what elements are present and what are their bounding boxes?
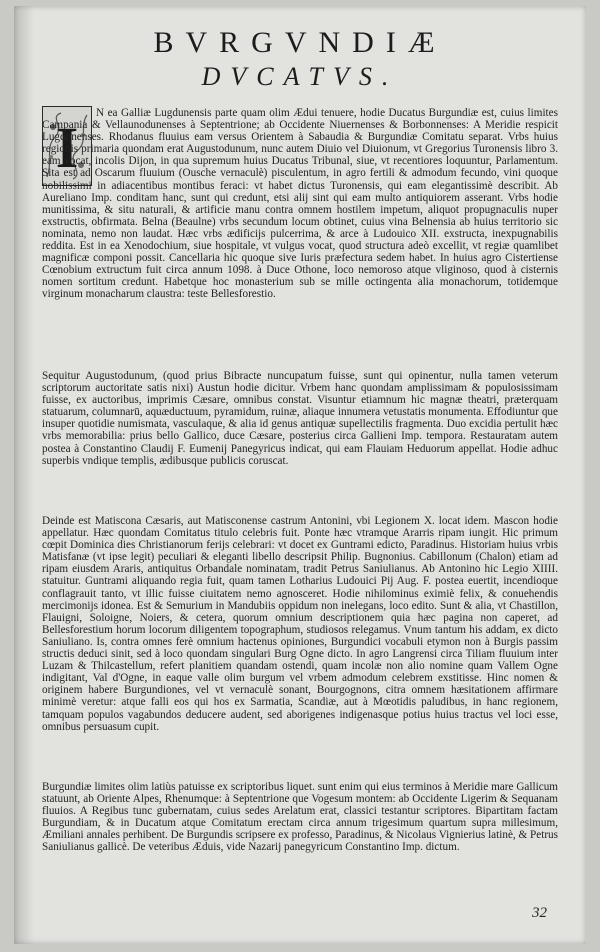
page-title-line-1: BVRGVNDIÆ xyxy=(153,26,447,59)
document-page xyxy=(14,6,586,944)
page-title-line-2: DVCATVS. xyxy=(201,62,399,91)
paragraph-4: Burgundiæ limites olim latiùs patuisse ex scriptoribus liquet. sunt enim qui eius terminos à Meridie mare Gallicum statuunt, ab Oriente Alpes, Rhenumque: à Septentrione que Vogesum montem: ab Occidente Ligerim & Sequanam fluuios. A Regibus tunc gubernatam, cuius sedes Arelatum erat, classici testantur scriptores. Bipartitam factam Burgundiam, & in Ducatum atque Comitatum erectam circa annum trigesimum quartum supra millesimum, Æmiliani annales perhibent. De Burgundis scripsere ex professo, Paradinus, & Nicolaus Vignierius latinè, & Petrus Saniulianus gallicè. De veteribus Æduis, vide Nazarij panegyricum Constantino Imp. dictum. xyxy=(42,781,558,854)
paragraph-3: Deinde est Matiscona Cæsaris, aut Matisconense castrum Antonini, vbi Legionem X. locat idem. Mascon hodie appellatur. Hæc quondam Comitatus titulo celebris fuit. Ponte hæc vtramque Ararris ripam iungit. Hic primum cœpit Dominica dies Christianorum ferijs celebrari: vt docet ex Guntrami edicto, Paradinus. Historiam huius vrbis Matisfanæ (vt ipse legit) peculiari & eleganti libello descripsit Philip. Bugnonius. Cabillonum (Chalon) etiam ad ripam eiusdem Araris, antiquitus Orbandale nominatam, tradit Petrus Saniulianus. Ab Antonino hic Legio XIIII. statuitur. Guntrami aliquando regia fuit, quam tamen Lotharius Ludouici Pij Aug. F. postea euertit, incendioque conflagrauit tanto, vt illic fuisse ciuitatem nemo agnosceret. Hodie nihilominus eximiè felix, & conuehendis mercimonijs idonea. Est & Semurium in Mandubiis oppidum non inelegans, loco edito. Sunt & alia, vt Chastillon, Flauigni, Soloigne, Noiers, & cetera, quorum omnium descriptionem quia hæc pagina non caperet, ad Bellesforestium horum locorum diligentem topographum, studiosos relegamus. Vnum tantum his addam, ex dicto Saniuliano. Is, contra omnes ferè omnium hactenus opiniones, Burgundici vocabuli etymon non à Burgis passim structis deduci sinit, sed à loco quondam singulari Burg Ogne dicto. In agro Langrensi circa Tiliam fluuium inter Luzam & Thilcastellum, refert planitiem quandam ostendi, quam incolæ non alio nomine quam Vallem Ogne indigitant, Val d'Ogne, in eaque valle olim burgum vel vrbem admodum celebrem exstitisse. Hinc nomen & originem habere Burgundiones, vel vt vernaculè sonant, Bourgognons, citra omnem hæsitationem affirmare minimè veretur: atque falli eos qui hos ex Sarmatia, Scandiæ, aut à Mœotidis paludibus, in hanc regionem, tamquam populos vagabundos deducere audent, sed aborigenes indigenasque potius huius tractus vel loci esse, omnibus persuasum cupit. xyxy=(42,515,558,733)
page-gutter-shadow xyxy=(14,6,34,944)
paragraph-2: Sequitur Augustodunum, (quod prius Bibracte nuncupatum fuisse, sunt qui opinentur, nulla tamen veterum scriptorum auctoritate satis nixi) Austun hodie dicitur. Vrbem hanc quondam amplissimam & populosissimam fuisse, ex auctoribus, imprimis Cæsare, omnibus constat. Visuntur etiamnum hic magnæ theatri, præterquam statuarum, columnarū, aquæductuum, pyramidum, ruinæ, aliaque innumera vetustatis monumenta. Effodiuntur que insuper quotidie numismata, vasculaque, & alia id genus antiquæ supellectilis fragmenta. Duo excidia pertulit hæc vrbs memorabilia: prius bello Gallico, duce Cæsare, posterius circa Gallieni Imp. tempora. Restauratam autem postea à Constantino Claudij F. Eumenij Panegyricus indicat, qui eam Flauiam Heduorum appellat. Hodie adhuc superbis vndique templis, ædibusque publicis coruscat. xyxy=(42,370,558,467)
paragraph-1: N ea Galliæ Lugdunensis parte quam olim Ædui tenuere, hodie Ducatus Burgundiæ est, cuius limites Campania & Vellaunodunenses à Septentrione; ab Occidente Niuernenses & Borbonnenses: A Meridie respicit Lugdunenses. Rhodanus fluuius eam versus Orientem à Sabaudia & Burgundiæ Comitatu separat. Vrbs huius regionis primaria quondam erat Augustodunum, nunc autem Diuio vel Diuionum, vt Gregorius Turonensis libro 3. eam vocat, incolis Dijon, in qua supremum huius Ducatus Tribunal, siue, vt recentiores loquuntur, Parlamentum. Sita est ad Oscarum fluuium (Ousche vernaculè) pisculentum, in agro fertili & admodum fecundo, vini quoque nobilissimi in adiacentibus montibus feraci: vt habet dictus Turonensis, qui eam elegantissimè describit. Ab Aureliano Imp. conditam hanc, sunt qui credunt, etsi alij sint qui eam multo antiquiorem asserant. Vrbs hodie munitissima, & situ naturali, & artificie manu contra omnem hostilem impetum, aliquot propugnaculis nuper exstructis, obfirmata. Belna (Beaulne) vrbs secundum locum obtinet, cuius vina Belnensia ab huius territorio sic nominata, nemo non laudat. Hæc vrbs ædificijs pulcerrima, & arce à Ludouico XII. exstructa, inexpugnabilis reddita. Est in ea Xenodochium, siue hospitale, vt vulgus vocat, quod structura adeò excellit, vt regiæ quamlibet magnificæ componi possit. Cancellaria hic quoque sive Iuris præfectura sedem habet. In huius agro Cistertiense Cœnobium extructum fuit circa annum 1098. à Duce Othone, loco nemoroso atque vliginoso, quod à cisternis nomen sortitum credunt. Habetque hoc monasterium sub se mille octingenta alia monachorum, totidemque virginum monacharum claustra: teste Bellesforestio. xyxy=(42,107,558,301)
page-number: 32 xyxy=(532,905,547,921)
initial-letter-glyph: I xyxy=(55,115,79,180)
